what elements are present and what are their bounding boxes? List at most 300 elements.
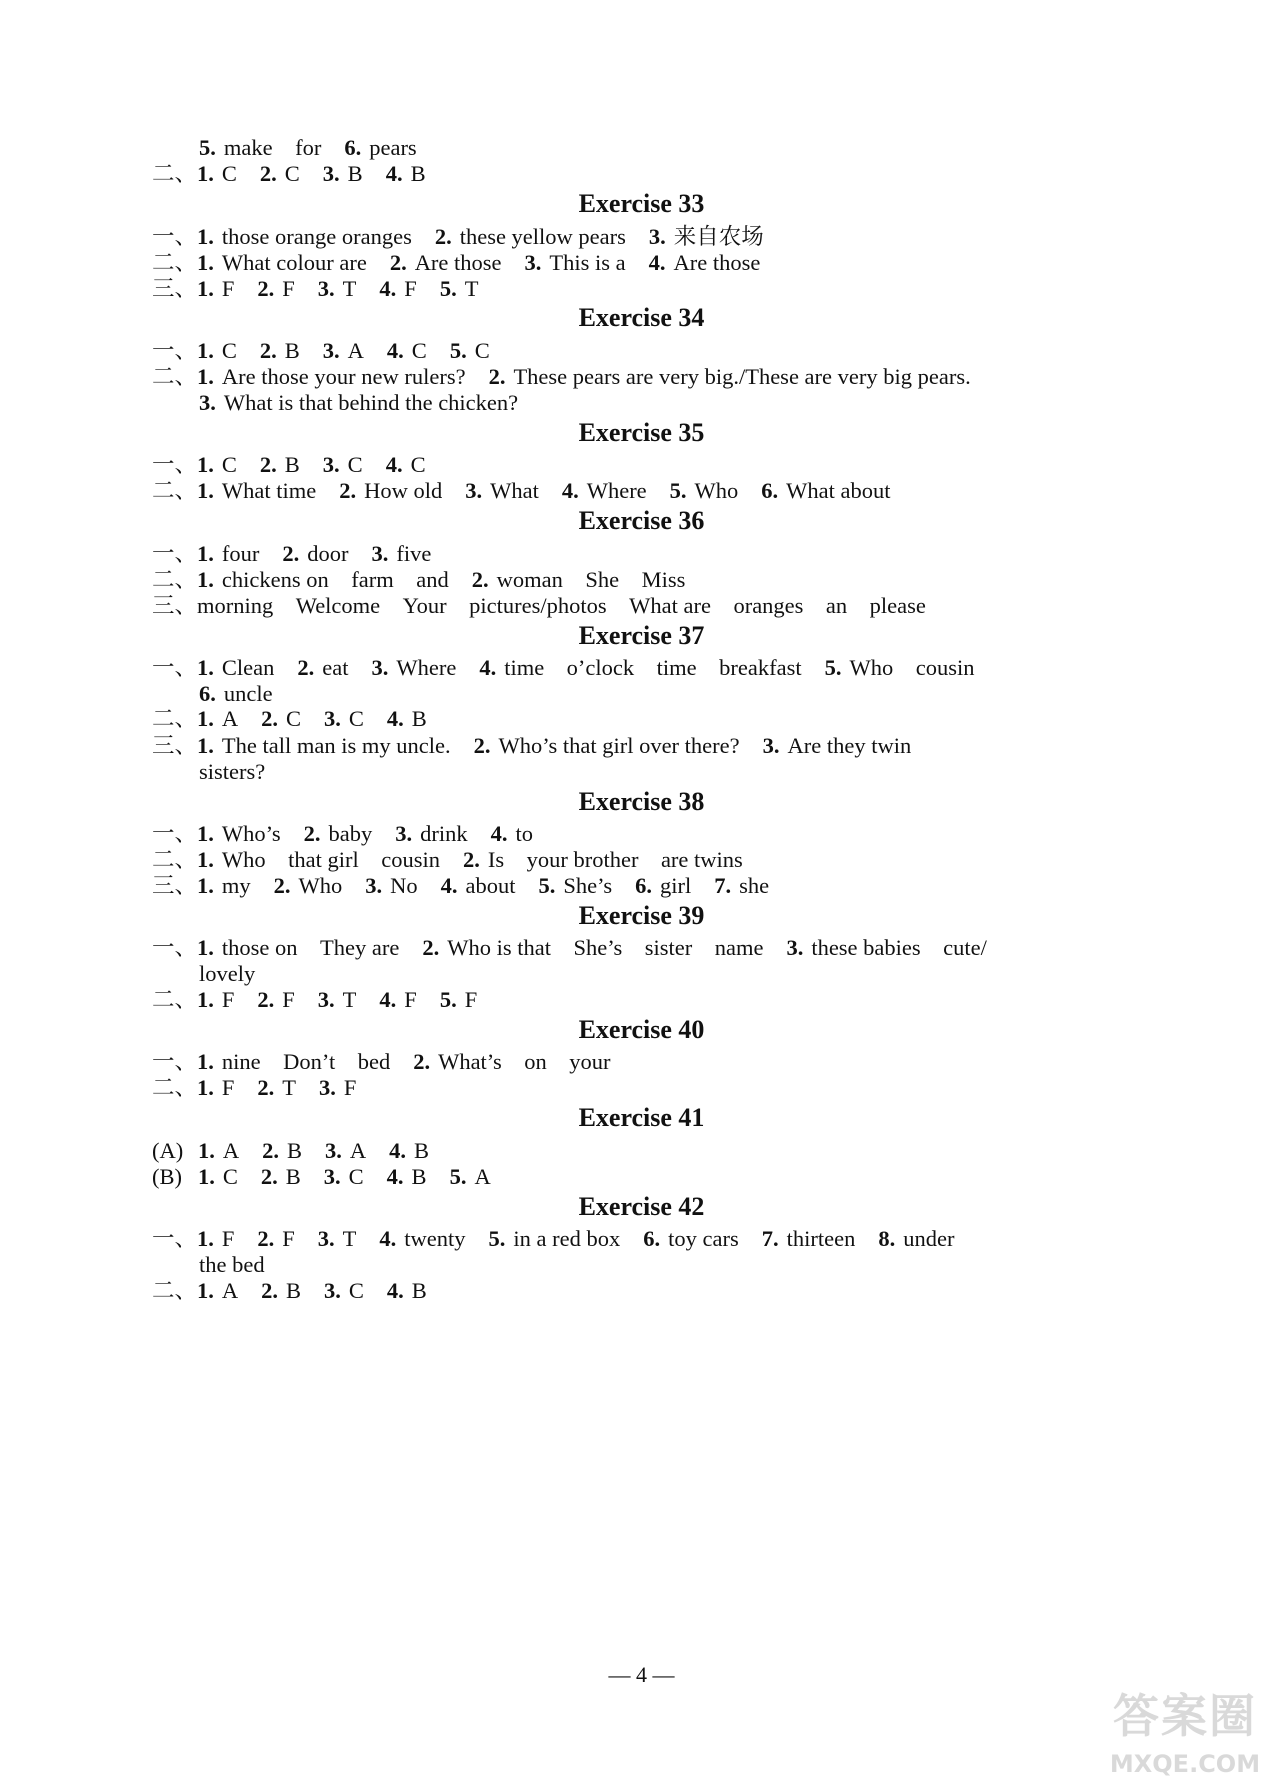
- question-number: 1.: [197, 655, 214, 680]
- watermark-logo: [1095, 1680, 1275, 1790]
- question-number: 7.: [761, 1226, 779, 1251]
- answer-item: [199, 133, 321, 162]
- section-marker: 一、: [152, 452, 198, 477]
- question-number: 1.: [197, 161, 214, 186]
- question-number: 4.: [379, 987, 397, 1012]
- answer-text: What time: [221, 478, 317, 503]
- answer-item: [472, 565, 686, 594]
- answer-text: What is that behind the chicken?: [223, 390, 519, 415]
- answer-item: [339, 476, 442, 505]
- answer-item: [197, 653, 274, 682]
- exercise-heading: Exercise 41: [578, 1103, 705, 1132]
- answer-item: [197, 362, 466, 391]
- answer-item: [386, 159, 426, 188]
- answer-text: these babies cute/: [811, 935, 987, 960]
- answer-line: [152, 476, 1163, 505]
- answer-item: [197, 1073, 234, 1102]
- answer-item: [197, 1276, 238, 1305]
- answer-text: C: [221, 338, 237, 363]
- answer-text: Who that girl cousin: [221, 847, 440, 872]
- exercise-heading: Exercise 36: [578, 506, 705, 535]
- answer-text: B: [286, 1278, 302, 1303]
- question-number: 1.: [197, 1075, 214, 1100]
- question-number: 1.: [197, 338, 214, 363]
- answer-item: [197, 336, 237, 365]
- answer-item: [435, 222, 626, 251]
- answer-item: [389, 1136, 429, 1165]
- question-number: 5.: [199, 135, 216, 160]
- answer-text: time o’clock time breakfast: [504, 655, 802, 680]
- answer-item: [387, 1276, 427, 1305]
- question-number: 2.: [473, 733, 491, 758]
- section-marker: 二、: [152, 567, 198, 592]
- answer-item: [274, 871, 343, 900]
- answer-item: [260, 159, 300, 188]
- exercise-heading: Exercise 35: [578, 418, 705, 447]
- answer-text: A: [221, 1278, 239, 1303]
- answer-text: B: [284, 452, 300, 477]
- answer-text: Where: [586, 478, 647, 503]
- answer-item: [197, 476, 316, 505]
- answer-item: [323, 159, 363, 188]
- exercise-heading: Exercise 42: [578, 1192, 705, 1221]
- answer-item: [304, 819, 373, 848]
- section-marker: 二、: [152, 1075, 198, 1100]
- question-number: 4.: [440, 873, 458, 898]
- answer-item: [344, 133, 416, 162]
- answer-text: B: [414, 1138, 430, 1163]
- question-number: 1.: [197, 935, 214, 960]
- answer-text: girl: [660, 873, 692, 898]
- answer-item: [260, 336, 300, 365]
- answer-item: [257, 274, 294, 303]
- question-number: 1.: [197, 706, 214, 731]
- answer-text: under: [903, 1226, 955, 1251]
- question-number: 2.: [282, 541, 300, 566]
- answer-text: toy cars: [668, 1226, 739, 1251]
- answer-line: [152, 1224, 1163, 1253]
- answer-text: uncle: [223, 681, 273, 706]
- answer-text: baby: [328, 821, 373, 846]
- question-number: 2.: [261, 706, 279, 731]
- question-number: 4.: [389, 1138, 407, 1163]
- question-number: 3.: [395, 821, 413, 846]
- answer-item: [643, 1224, 738, 1253]
- question-number: 4.: [385, 452, 403, 477]
- question-number: 2.: [413, 1049, 431, 1074]
- answer-text: lovely: [199, 961, 256, 986]
- question-number: 1.: [197, 821, 214, 846]
- answer-text: A: [349, 1138, 367, 1163]
- answer-text: C: [411, 338, 427, 363]
- answer-line: [152, 591, 1163, 620]
- answer-item: [197, 222, 412, 251]
- answer-text: These pears are very big./These are very big pears.: [513, 364, 971, 389]
- section-marker: 一、: [152, 821, 198, 846]
- answer-text: Are those: [414, 250, 502, 275]
- answer-text: Who’s: [221, 821, 281, 846]
- question-number: 2.: [303, 821, 321, 846]
- answer-item: [199, 388, 518, 417]
- page-number: — 4 —: [608, 1662, 675, 1687]
- question-number: 3.: [762, 733, 780, 758]
- question-number: 2.: [297, 655, 315, 680]
- answer-item: [197, 1047, 390, 1076]
- answer-text: B: [347, 161, 363, 186]
- question-number: 3.: [465, 478, 483, 503]
- answer-text: drink: [420, 821, 468, 846]
- question-number: 1.: [197, 1226, 214, 1251]
- answer-item: [379, 274, 416, 303]
- answer-text: C: [348, 706, 364, 731]
- answer-text: Clean: [221, 655, 275, 680]
- answer-item: [649, 248, 761, 277]
- answer-text: C: [221, 161, 237, 186]
- question-number: 4.: [379, 276, 397, 301]
- exercise-heading: Exercise 34: [578, 303, 705, 332]
- question-number: 5.: [824, 655, 842, 680]
- answer-line: [152, 159, 1163, 188]
- question-number: 1.: [197, 873, 214, 898]
- answer-text: Who’s that girl over there?: [498, 733, 740, 758]
- question-number: 2.: [257, 1226, 275, 1251]
- question-number: 2.: [262, 1138, 279, 1163]
- answer-text: sisters?: [199, 759, 266, 784]
- exercise-heading: Exercise 38: [578, 787, 705, 816]
- question-number: 2.: [471, 567, 489, 592]
- answer-line: [152, 222, 1163, 251]
- answer-line: [199, 388, 1163, 417]
- section-marker: 一、: [152, 1226, 198, 1251]
- answer-text: chickens on farm and: [221, 567, 449, 592]
- answer-item: [197, 845, 440, 874]
- answer-item: [379, 985, 416, 1014]
- answer-item: [197, 565, 449, 594]
- answer-text: B: [410, 161, 426, 186]
- answer-text: T: [282, 1075, 297, 1100]
- section-marker: 二、: [152, 1278, 198, 1303]
- answer-text: She’s: [563, 873, 613, 898]
- section-marker: 三、: [152, 873, 198, 898]
- answer-text: Are they twin: [787, 733, 912, 758]
- answer-item: [379, 1224, 465, 1253]
- section-marker: 二、: [152, 987, 198, 1012]
- section-marker: 一、: [152, 541, 198, 566]
- section-marker: (A): [152, 1138, 184, 1163]
- answer-text: thirteen: [786, 1226, 856, 1251]
- question-number: 6.: [635, 873, 653, 898]
- answer-text: Are those: [673, 250, 761, 275]
- question-number: 3.: [324, 1278, 341, 1303]
- answer-item: [387, 336, 427, 365]
- question-number: 1.: [197, 224, 214, 249]
- answer-item: [199, 1250, 265, 1279]
- question-number: 5.: [449, 1164, 467, 1189]
- question-number: 3.: [324, 706, 341, 731]
- question-number: 1.: [197, 733, 214, 758]
- watermark-url: MXQE.COM: [1109, 1750, 1261, 1778]
- question-number: 3.: [524, 250, 542, 275]
- question-number: 4.: [386, 338, 404, 363]
- answer-line: [152, 704, 1163, 733]
- answer-line: [152, 248, 1163, 277]
- question-number: 2.: [434, 224, 452, 249]
- answer-text: those on They are: [221, 935, 400, 960]
- exercise-heading: Exercise 39: [578, 901, 705, 930]
- answer-line: [152, 731, 1163, 760]
- answer-item: [390, 248, 502, 277]
- answer-item: [197, 819, 281, 848]
- answer-text: five: [396, 541, 432, 566]
- question-number: 4.: [490, 821, 508, 846]
- answer-text: those orange oranges: [221, 224, 412, 249]
- question-number: 5.: [669, 478, 687, 503]
- answer-item: [324, 704, 364, 733]
- answer-text: F: [282, 987, 295, 1012]
- answer-line: [152, 845, 1163, 874]
- answer-line: [152, 362, 1163, 391]
- answer-line: [152, 1073, 1163, 1102]
- question-number: 3.: [322, 338, 340, 363]
- question-number: 4.: [386, 1278, 404, 1303]
- answer-item: [562, 476, 647, 505]
- section-marker: 三、: [152, 276, 198, 301]
- question-number: 6.: [344, 135, 362, 160]
- exercise-heading: Exercise 33: [578, 189, 705, 218]
- question-number: 1.: [197, 276, 214, 301]
- question-number: 4.: [386, 1164, 404, 1189]
- question-number: 2.: [257, 276, 275, 301]
- answer-line: [152, 653, 1163, 682]
- question-number: 2.: [422, 935, 440, 960]
- question-number: 4.: [385, 161, 403, 186]
- section-marker: 二、: [152, 478, 198, 503]
- answer-text: Are those your new rulers?: [221, 364, 466, 389]
- answer-item: [197, 591, 926, 620]
- answer-item: [197, 933, 399, 962]
- answer-item: [198, 1162, 238, 1191]
- question-number: 4.: [479, 655, 497, 680]
- answer-item: [489, 1224, 621, 1253]
- answer-item: [197, 539, 259, 568]
- answer-text: C: [222, 1164, 238, 1189]
- answer-text: four: [221, 541, 260, 566]
- answer-item: [539, 871, 613, 900]
- question-number: 5.: [449, 338, 467, 363]
- section-marker: (B): [152, 1164, 182, 1189]
- answer-text: Who cousin: [849, 655, 975, 680]
- answer-line: [152, 819, 1163, 848]
- answer-text: the bed: [199, 1252, 265, 1277]
- question-number: 2.: [259, 161, 277, 186]
- answer-item: [282, 539, 348, 568]
- question-number: 3.: [325, 1138, 342, 1163]
- answer-item: [319, 1073, 356, 1102]
- answer-text: A: [474, 1164, 491, 1189]
- question-number: 3.: [199, 390, 216, 415]
- question-number: 5.: [439, 276, 457, 301]
- answer-text: C: [474, 338, 490, 363]
- answer-item: [262, 1136, 302, 1165]
- answer-line: [152, 1276, 1163, 1305]
- question-number: 6.: [761, 478, 779, 503]
- answer-text: B: [285, 1164, 301, 1189]
- question-number: 1.: [197, 987, 214, 1012]
- answer-text: No: [390, 873, 418, 898]
- answer-text: This is a: [549, 250, 626, 275]
- answer-item: [197, 248, 367, 277]
- answer-item: [440, 274, 479, 303]
- answer-item: [197, 731, 451, 760]
- answer-text: F: [282, 276, 295, 301]
- answer-text: F: [282, 1226, 295, 1251]
- answer-item: [649, 222, 764, 251]
- question-number: 1.: [197, 541, 214, 566]
- answer-item: [387, 1162, 427, 1191]
- answer-item: [714, 871, 769, 900]
- answer-item: [324, 1276, 364, 1305]
- answer-line: [199, 133, 1163, 162]
- answer-item: [318, 1224, 357, 1253]
- question-number: 2.: [257, 987, 275, 1012]
- answer-item: [395, 819, 467, 848]
- answer-line: [152, 1047, 1163, 1076]
- answer-text: B: [411, 1164, 427, 1189]
- question-number: 5.: [439, 987, 457, 1012]
- answer-item: [199, 757, 265, 786]
- question-number: 2.: [462, 847, 480, 872]
- answer-item: [479, 653, 801, 682]
- question-number: 3.: [319, 1075, 336, 1100]
- answer-text: C: [410, 452, 426, 477]
- question-number: 2.: [273, 873, 291, 898]
- section-marker: 二、: [152, 250, 198, 275]
- answer-item: [489, 362, 971, 391]
- question-number: 3.: [371, 655, 389, 680]
- answer-item: [198, 1136, 239, 1165]
- answer-line: [152, 1162, 1163, 1191]
- question-number: 3.: [322, 452, 340, 477]
- answer-item: [197, 1224, 234, 1253]
- answer-line: [152, 871, 1163, 900]
- question-number: 1.: [197, 847, 214, 872]
- answer-line: [152, 985, 1163, 1014]
- question-number: 3.: [365, 873, 383, 898]
- question-number: 3.: [323, 1164, 341, 1189]
- answer-text: F: [404, 987, 417, 1012]
- answer-text: F: [221, 987, 235, 1012]
- answer-text: B: [287, 1138, 303, 1163]
- answer-item: [413, 1047, 610, 1076]
- answer-item: [474, 731, 740, 760]
- question-number: 1.: [197, 1278, 214, 1303]
- answer-item: [635, 871, 691, 900]
- answer-line: [199, 959, 1163, 988]
- section-marker: 二、: [152, 706, 198, 731]
- section-marker: 一、: [152, 935, 198, 960]
- answer-item: [762, 1224, 856, 1253]
- answer-item: [365, 871, 417, 900]
- answer-item: [197, 985, 234, 1014]
- answer-text: pears: [369, 135, 417, 160]
- answer-text: C: [348, 1164, 364, 1189]
- answer-item: [261, 704, 301, 733]
- answer-item: [450, 1162, 491, 1191]
- answer-item: [257, 1073, 296, 1102]
- section-marker: 一、: [152, 1049, 198, 1074]
- question-number: 3.: [648, 224, 666, 249]
- answer-line: [152, 336, 1163, 365]
- answer-text: B: [411, 1278, 427, 1303]
- answer-item: [197, 704, 238, 733]
- answer-text: door: [307, 541, 349, 566]
- answer-text: A: [222, 1138, 240, 1163]
- answer-text: F: [221, 276, 235, 301]
- answer-text: woman She Miss: [496, 567, 686, 592]
- answer-text: about: [465, 873, 516, 898]
- question-number: 3.: [322, 161, 340, 186]
- question-number: 6.: [643, 1226, 661, 1251]
- answer-item: [325, 1136, 366, 1165]
- question-number: 2.: [488, 364, 506, 389]
- answer-text: Who: [298, 873, 343, 898]
- answer-item: [257, 1224, 294, 1253]
- answer-item: [297, 653, 348, 682]
- answer-item: [323, 450, 363, 479]
- question-number: 1.: [197, 452, 214, 477]
- answer-item: [261, 1162, 301, 1191]
- answer-line: [152, 565, 1163, 594]
- answer-line: [152, 274, 1163, 303]
- answer-item: [197, 159, 237, 188]
- answer-text: A: [221, 706, 239, 731]
- answer-item: [386, 450, 426, 479]
- answer-line: [199, 1250, 1163, 1279]
- answer-text: What about: [786, 478, 891, 503]
- question-number: 2.: [260, 1164, 278, 1189]
- answer-line: [152, 1136, 1163, 1165]
- answer-item: [670, 476, 739, 505]
- answer-item: [260, 450, 300, 479]
- answer-item: [197, 274, 234, 303]
- question-number: 1.: [197, 364, 214, 389]
- answer-text: 来自农场: [673, 224, 764, 249]
- question-number: 1.: [197, 567, 214, 592]
- question-number: 2.: [339, 478, 357, 503]
- question-number: 1.: [198, 1138, 215, 1163]
- answer-item: [371, 653, 456, 682]
- answer-text: T: [464, 276, 479, 301]
- answer-text: What: [490, 478, 539, 503]
- answer-line: [152, 933, 1163, 962]
- section-marker: 一、: [152, 224, 198, 249]
- answer-line: [199, 757, 1163, 786]
- answer-text: B: [284, 338, 300, 363]
- section-marker: 二、: [152, 161, 198, 186]
- question-number: 7.: [714, 873, 732, 898]
- answer-text: twenty: [404, 1226, 466, 1251]
- answer-text: What colour are: [221, 250, 367, 275]
- section-marker: 三、: [152, 733, 198, 758]
- question-number: 3.: [317, 276, 335, 301]
- answer-item: [372, 539, 432, 568]
- answer-text: my: [221, 873, 251, 898]
- answer-text: B: [411, 706, 427, 731]
- question-number: 3.: [371, 541, 389, 566]
- section-marker: 三、: [152, 593, 198, 618]
- answer-item: [491, 819, 533, 848]
- answer-text: in a red box: [513, 1226, 621, 1251]
